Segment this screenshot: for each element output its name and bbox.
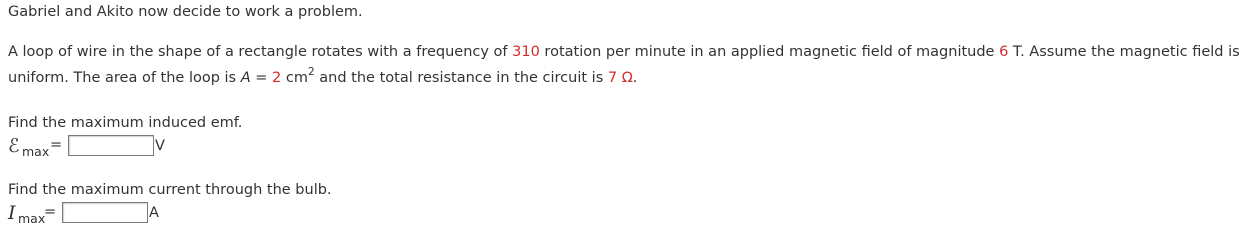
current-subscript: max (18, 211, 46, 226)
frequency-value: 310 (512, 44, 540, 60)
equals-sign: = (250, 70, 273, 86)
equals-sign: = (44, 204, 57, 220)
current-symbol: I (8, 202, 16, 224)
area-unit: cm (281, 70, 308, 86)
problem-text: rotation per minute in an applied magnetic field of magnitude (539, 44, 1000, 60)
problem-text: uniform. The area of the loop is (8, 70, 241, 86)
field-value: 6 (999, 44, 1009, 60)
intro-text: Gabriel and Akito now decide to work a problem. (8, 4, 363, 20)
emf-answer-input[interactable] (68, 135, 154, 156)
current-answer-input[interactable] (62, 202, 148, 223)
area-variable: A (240, 70, 251, 86)
emf-symbol: ℰ (8, 135, 20, 157)
resistance-value: 7 Ω (607, 70, 633, 86)
problem-text: A loop of wire in the shape of a rectangle rotates with a frequency of (8, 44, 513, 60)
problem-line-1 (8, 44, 1240, 60)
problem-text: and the total resistance in the circuit is (314, 70, 608, 86)
question-2-prompt: Find the maximum current through the bulb. (8, 182, 332, 198)
problem-line-2 (8, 66, 638, 86)
problem-text: . (632, 70, 638, 86)
emf-unit: V (155, 138, 165, 154)
problem-text: T. Assume the magnetic field is (1008, 44, 1240, 60)
emf-subscript: max (22, 144, 50, 159)
equals-sign: = (50, 137, 63, 153)
current-unit: A (149, 205, 159, 221)
area-value: 2 (272, 70, 282, 86)
question-1-prompt: Find the maximum induced emf. (8, 115, 243, 131)
area-unit-exponent: 2 (307, 66, 315, 78)
